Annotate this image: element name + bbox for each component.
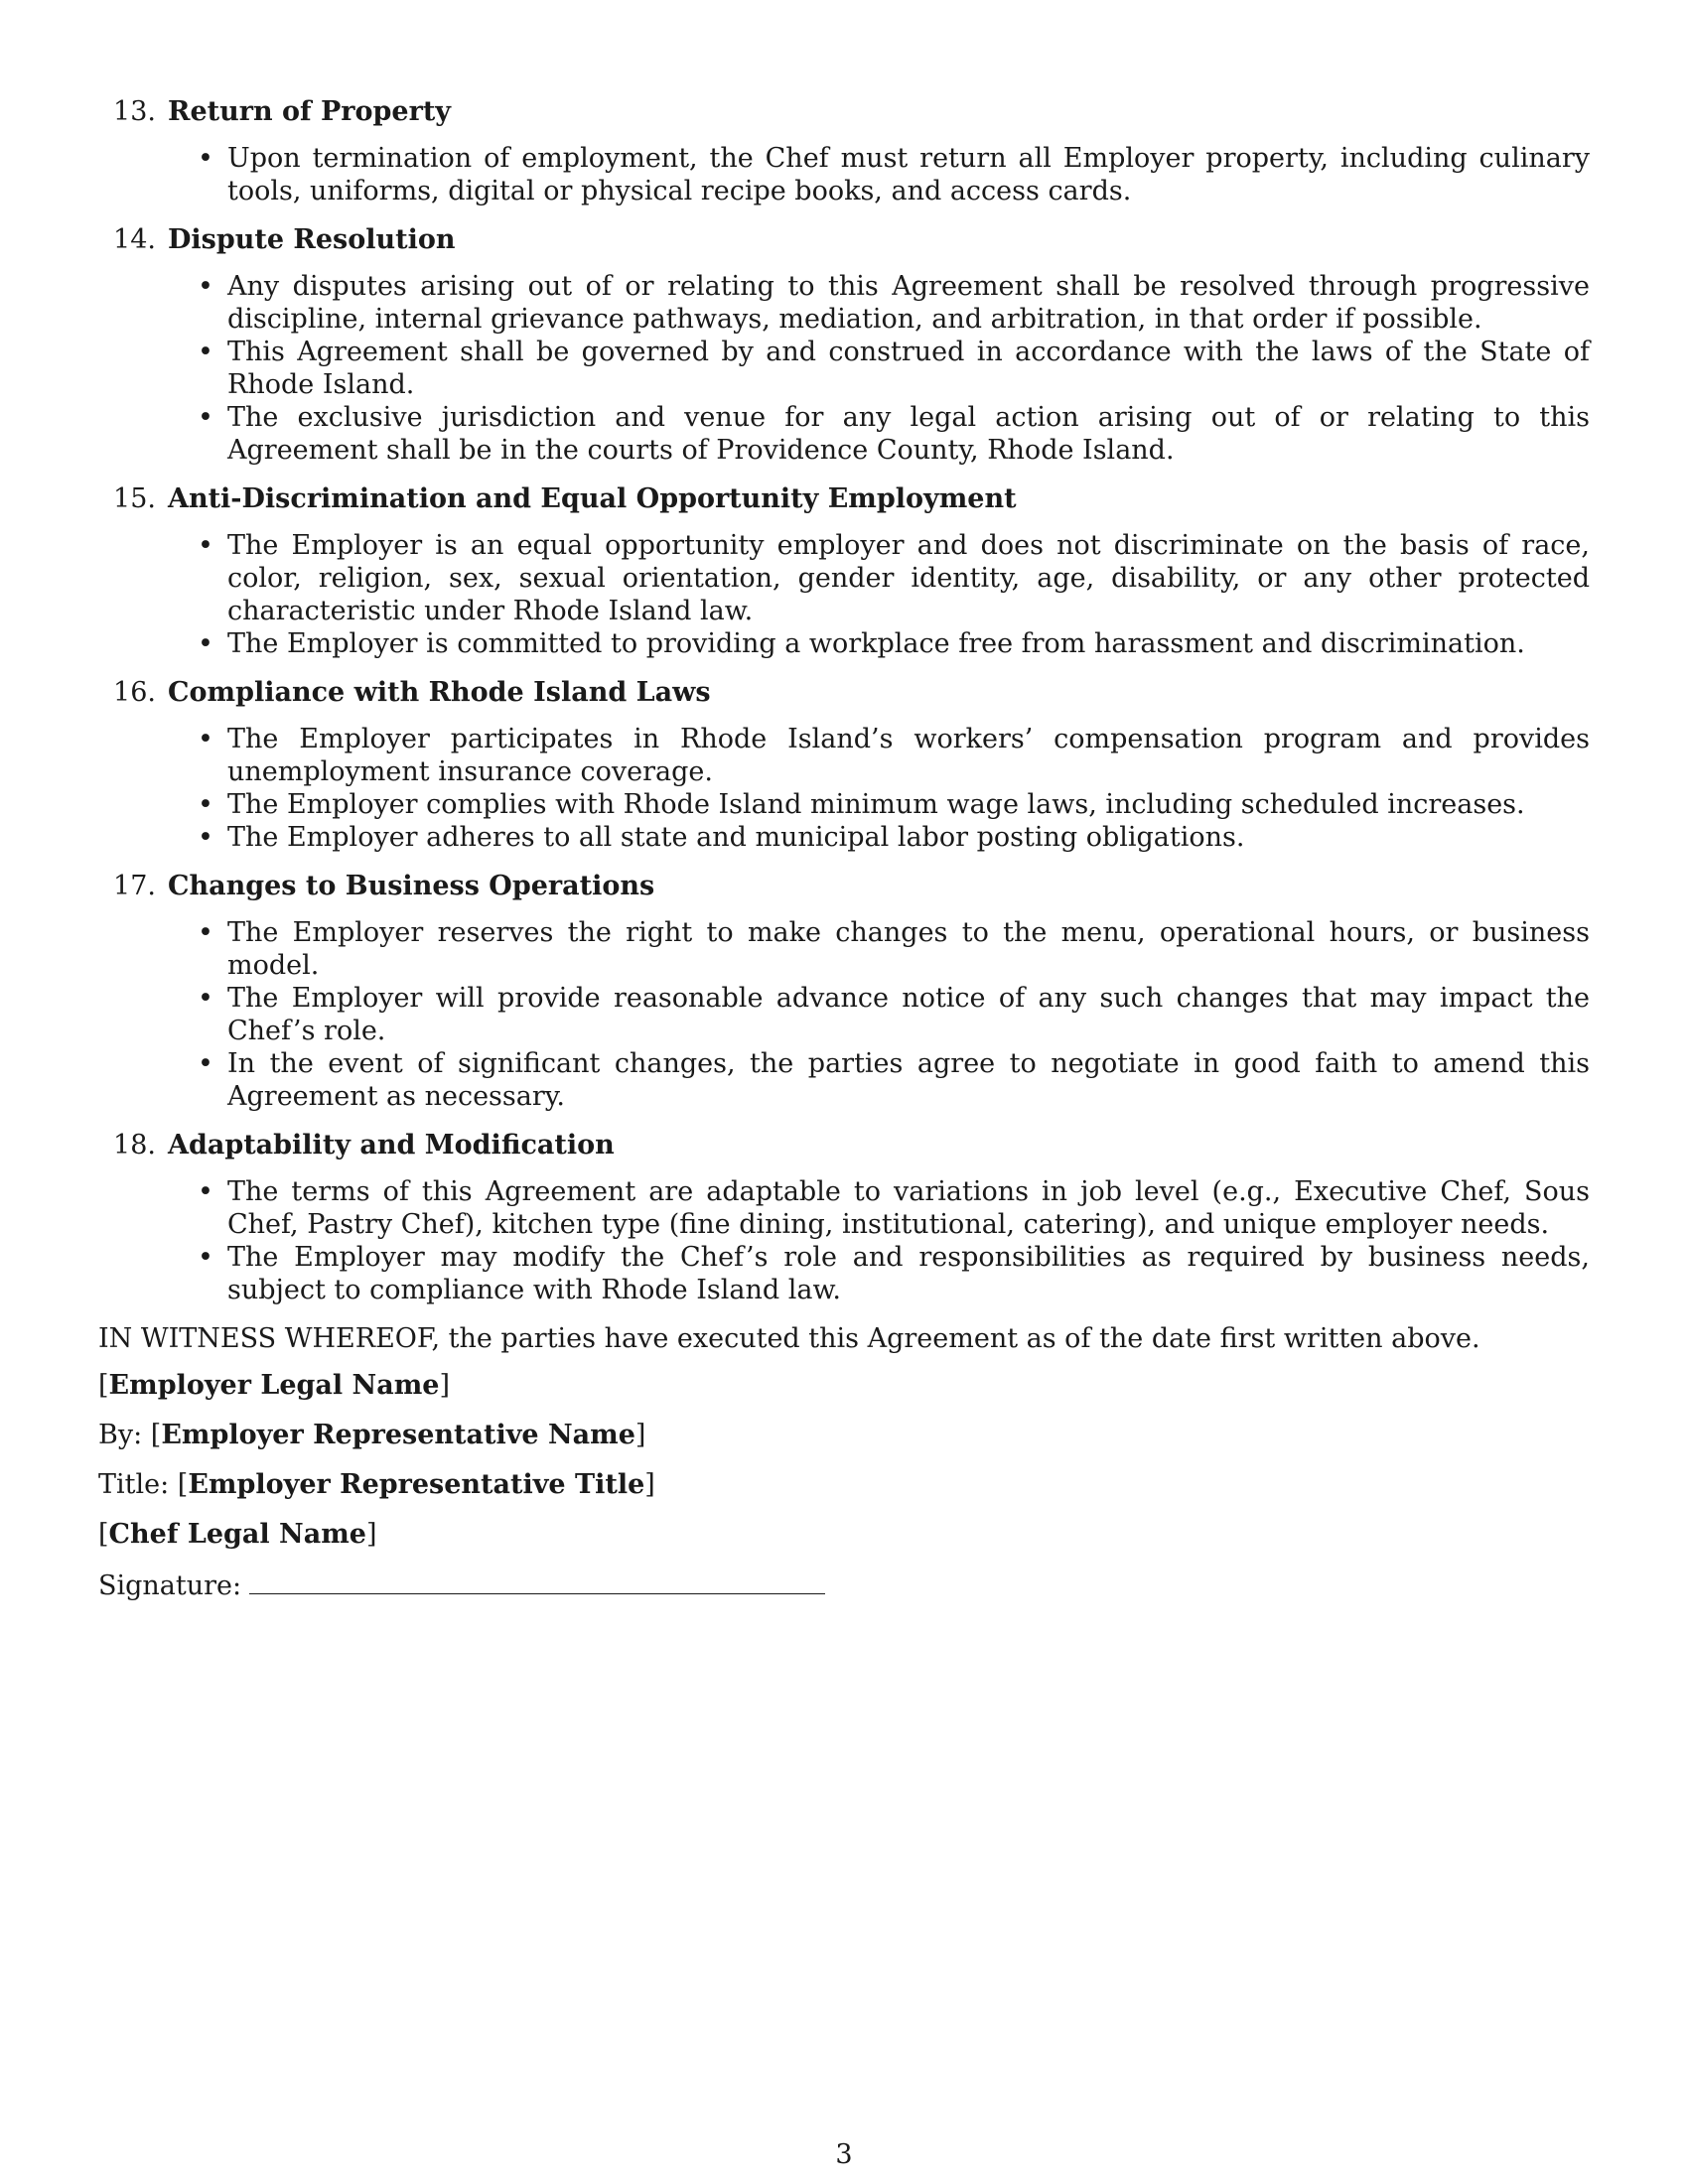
section — [98, 870, 1590, 1113]
section-title: Adaptability and Modification — [168, 1130, 615, 1160]
bullet-icon: • — [198, 402, 213, 433]
list-item — [98, 982, 1590, 1047]
bullet-icon: • — [198, 271, 213, 302]
signature-line — [98, 1568, 1590, 1602]
section — [98, 95, 1590, 207]
employer-legal-name: Employer Legal Name — [108, 1370, 440, 1401]
bullet-list — [98, 142, 1590, 207]
bullet-list — [98, 916, 1590, 1113]
bullet-icon: • — [198, 628, 213, 659]
bullet-text: The Employer adheres to all state and municipal labor posting obligations. — [227, 822, 1245, 853]
title-label: Title: — [98, 1469, 170, 1500]
bullet-text: The Employer is an equal opportunity employer and does not discriminate on the basis of race, color, religion, sex, sexual orientation, gender identity, age, disability, or any other protected characteristic under Rhode Island law. — [227, 530, 1590, 626]
section-title: Dispute Resolution — [168, 224, 456, 255]
chef-name-line: [Chef Legal Name] — [98, 1519, 377, 1550]
section — [98, 676, 1590, 854]
bullet-icon: • — [198, 822, 213, 853]
list-item — [98, 788, 1590, 821]
bullet-text: The terms of this Agreement are adaptable to variations in job level (e.g., Executive Chef, Sous Chef, Pastry Chef), kitchen type (fine dining, institutional, catering), and unique employer needs. — [227, 1176, 1590, 1240]
bullet-icon: • — [198, 530, 213, 561]
section-title: Return of Property — [168, 96, 451, 127]
title-line: Title: [Employer Representative Title] — [98, 1469, 655, 1500]
bullet-text: This Agreement shall be governed by and construed in accordance with the laws of the State of Rhode Island. — [227, 337, 1590, 400]
bullet-list — [98, 1175, 1590, 1306]
witness-statement: IN WITNESS WHEREOF, the parties have executed this Agreement as of the date first written above. — [98, 1323, 1480, 1354]
bullet-text: The Employer will provide reasonable advance notice of any such changes that may impact the Chef’s role. — [227, 983, 1590, 1046]
section-number: 13. — [113, 96, 156, 127]
list-item — [98, 821, 1590, 854]
section-number: 17. — [113, 871, 156, 901]
bullet-text: The exclusive jurisdiction and venue for any legal action arising out of or relating to this Agreement shall be in the courts of Providence County, Rhode Island. — [227, 402, 1590, 466]
bullet-icon: • — [198, 917, 213, 948]
section-heading — [98, 1129, 1590, 1161]
section — [98, 223, 1590, 467]
list-item — [98, 401, 1590, 467]
chef-legal-name: Chef Legal Name — [108, 1519, 366, 1550]
list-item — [98, 916, 1590, 982]
sections-list — [98, 95, 1590, 1306]
bullet-icon: • — [198, 983, 213, 1014]
list-item — [98, 627, 1590, 660]
bullet-icon: • — [198, 337, 213, 367]
section-number: 15. — [113, 483, 156, 514]
bullet-icon: • — [198, 1176, 213, 1207]
bullet-text: The Employer may modify the Chef’s role and responsibilities as required by business needs, subject to compliance with Rhode Island law. — [227, 1242, 1590, 1305]
bullet-icon: • — [198, 789, 213, 820]
section-number: 14. — [113, 224, 156, 255]
bullet-text: Upon termination of employment, the Chef must return all Employer property, including culinary tools, uniforms, digital or physical recipe books, and access cards. — [227, 143, 1590, 206]
bullet-text: The Employer complies with Rhode Island minimum wage laws, including scheduled increases. — [227, 789, 1525, 820]
employer-rep-name: Employer Representative Name — [161, 1420, 635, 1450]
list-item — [98, 723, 1590, 788]
section — [98, 482, 1590, 660]
bullet-text: The Employer participates in Rhode Island’s workers’ compensation program and provides unemployment insurance coverage. — [227, 724, 1590, 787]
list-item — [98, 142, 1590, 207]
list-item — [98, 1175, 1590, 1241]
section-number: 16. — [113, 677, 156, 708]
bullet-icon: • — [198, 1048, 213, 1079]
bullet-list — [98, 723, 1590, 854]
list-item — [98, 529, 1590, 627]
list-item — [98, 270, 1590, 336]
signature-field[interactable] — [249, 1568, 825, 1594]
bullet-icon: • — [198, 1242, 213, 1273]
by-line: By: [Employer Representative Name] — [98, 1420, 646, 1450]
bullet-icon: • — [198, 724, 213, 754]
bullet-icon: • — [198, 143, 213, 174]
section-title: Changes to Business Operations — [168, 871, 655, 901]
list-item — [98, 336, 1590, 401]
section — [98, 1129, 1590, 1306]
section-number: 18. — [113, 1130, 156, 1160]
section-title: Anti-Discrimination and Equal Opportunity Employment — [168, 483, 1017, 514]
section-heading — [98, 95, 1590, 128]
section-title: Compliance with Rhode Island Laws — [168, 677, 711, 708]
bullet-list — [98, 529, 1590, 660]
bullet-text: Any disputes arising out of or relating to this Agreement shall be resolved through progressive discipline, internal grievance pathways, mediation, and arbitration, in that order if possible. — [227, 271, 1590, 335]
page-number: 3 — [835, 2139, 853, 2170]
section-heading — [98, 223, 1590, 256]
bullet-text: The Employer reserves the right to make changes to the menu, operational hours, or business model. — [227, 917, 1590, 981]
document-page — [98, 95, 1590, 1619]
employer-rep-title: Employer Representative Title — [188, 1469, 645, 1500]
signature-label: Signature: — [98, 1570, 242, 1601]
by-label: By: — [98, 1420, 143, 1450]
section-heading — [98, 482, 1590, 515]
list-item — [98, 1047, 1590, 1113]
employer-name-line: [Employer Legal Name] — [98, 1370, 450, 1401]
list-item — [98, 1241, 1590, 1306]
section-heading — [98, 676, 1590, 709]
bullet-text: The Employer is committed to providing a workplace free from harassment and discrimination. — [227, 628, 1525, 659]
bullet-text: In the event of significant changes, the parties agree to negotiate in good faith to amend this Agreement as necessary. — [227, 1048, 1590, 1112]
bullet-list — [98, 270, 1590, 467]
section-heading — [98, 870, 1590, 902]
